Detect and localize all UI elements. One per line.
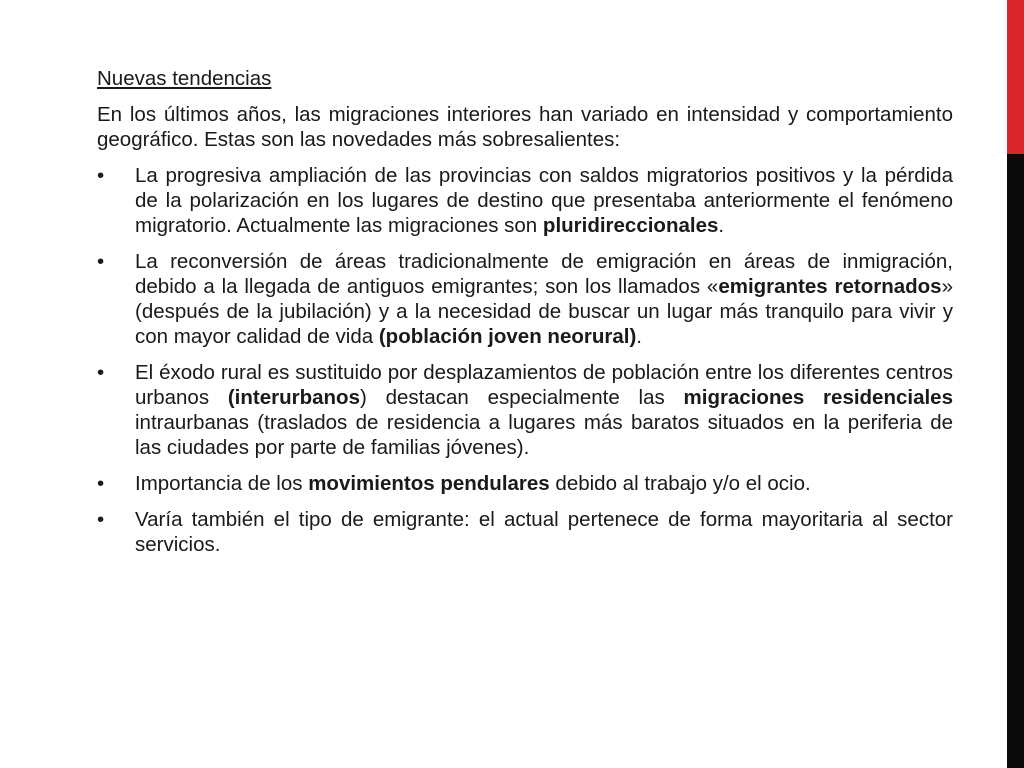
accent-bar-black bbox=[1007, 154, 1024, 768]
bullet-icon: • bbox=[97, 250, 105, 273]
bullet-text: . bbox=[718, 214, 725, 237]
section-heading: Nuevas tendencias bbox=[97, 67, 272, 90]
intro-paragraph: En los últimos años, las migraciones interiores han variado en intensidad y comportamiento geográfico. Estas son las novedades más sobresalientes: bbox=[97, 103, 953, 151]
bullet-text: La reconversión de áreas tradicionalmente de emigración en áreas de inmigración, debido a la llegada de antiguos emigrantes; son los llamados « bbox=[135, 250, 953, 298]
bullet-bold-text: movimientos pendulares bbox=[308, 472, 550, 495]
bullet-item-5 bbox=[97, 507, 953, 557]
bullet-icon: • bbox=[97, 472, 105, 495]
bullet-item-1 bbox=[97, 163, 953, 238]
bullet-list bbox=[97, 163, 953, 557]
bullet-item-2 bbox=[97, 249, 953, 349]
bullet-text: ) destacan especialmente las bbox=[359, 386, 684, 409]
bullet-icon: • bbox=[97, 361, 105, 384]
bullet-icon: • bbox=[97, 508, 105, 531]
bullet-bold-text: emigrantes retornados bbox=[718, 275, 942, 298]
bullet-text: » (después de la jubilación) y a la necesidad de buscar un lugar más tranquilo para vivir y con mayor calidad de vida bbox=[135, 275, 953, 348]
bullet-icon: • bbox=[97, 164, 105, 187]
bullet-text: debido al trabajo y/o el ocio. bbox=[549, 472, 811, 495]
accent-bar bbox=[1007, 0, 1024, 768]
bullet-text: La progresiva ampliación de las provincias con saldos migratorios positivos y la pérdida de la polarización en los lugares de destino que presentaba anteriormente el fenómeno migratorio. Actualmente las migraciones son bbox=[135, 164, 953, 237]
bullet-text: Varía también el tipo de emigrante: el actual pertenece de forma mayoritaria al sector servicios. bbox=[135, 508, 953, 556]
bullet-item-3 bbox=[97, 360, 953, 460]
bullet-item-4 bbox=[97, 471, 953, 496]
slide-content bbox=[97, 66, 953, 568]
bullet-bold-text: pluridireccionales bbox=[542, 214, 719, 237]
bullet-text: intraurbanas (traslados de residencia a lugares más baratos situados en la periferia de las ciudades por parte de familias jóvenes). bbox=[135, 411, 953, 459]
bullet-bold-text: migraciones residenciales bbox=[683, 386, 953, 409]
bullet-bold-text: (interurbanos bbox=[227, 386, 360, 409]
bullet-text: Importancia de los bbox=[135, 472, 309, 495]
bullet-text: El éxodo rural es sustituido por desplazamientos de población entre los diferentes centros urbanos bbox=[135, 361, 953, 409]
bullet-text: . bbox=[636, 325, 642, 348]
bullet-bold-text: (población joven neorural) bbox=[378, 325, 637, 348]
accent-bar-red bbox=[1007, 0, 1024, 154]
